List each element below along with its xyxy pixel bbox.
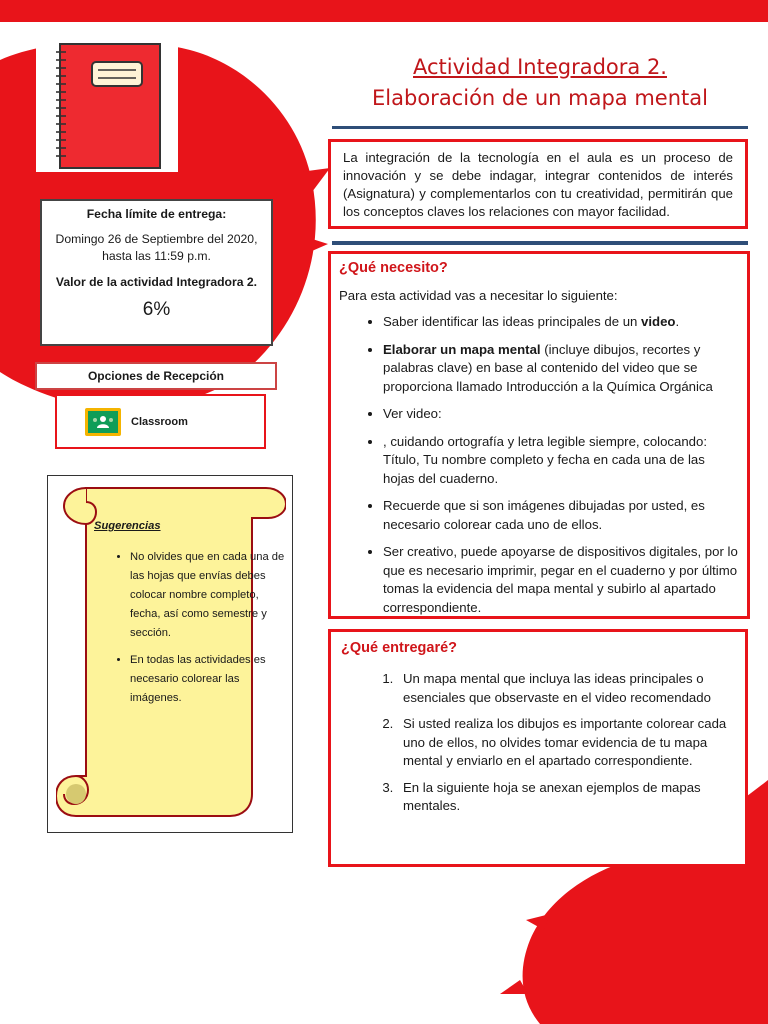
need-item: • Saber identificar las ideas principales de un video. [383,313,739,332]
need-box [328,251,750,619]
value-percent: 6% [142,299,171,320]
classroom-option[interactable] [55,394,266,449]
notebook-illustration [36,40,178,172]
suggestions-list [98,548,290,716]
need-heading: ¿Qué necesito? [339,260,448,276]
reception-heading: Opciones de Recepción [35,362,277,390]
intro-box: La integración de la tecnología en el aula es un proceso de innovación y se debe indagar, integrar contenidos de interés (Asignatura) y complementarlos con tu creatividad, permitirán que los conceptos claves los relaciones con mayor facilidad. [328,139,748,229]
need-item: • , cuidando ortografía y letra legible siempre, colocando: Título, Tu nombre completo y fecha en cada una de las hojas del cuaderno. [383,433,739,489]
suggestions-title: Sugerencias [94,520,161,532]
google-classroom-icon [85,408,121,436]
top-red-bar [0,0,768,22]
need-item: • Elaborar un mapa mental (incluye dibujos, recortes y palabras clave) en base al contenido del video que se proporciona llamado Introducción a la Química Orgánica [383,341,739,397]
deliver-item: 2. Si usted realiza los dibujos es importante colorear cada uno de ellos, no olvides tomar evidencia de tu mapa mental y enviarlo en el apartado correspondiente. [397,715,735,771]
deliver-item: 1. Un mapa mental que incluya las ideas principales o esenciales que observaste en el video recomendado [397,670,735,707]
classroom-label: Classroom [131,416,188,428]
value-label: Valor de la actividad Integradora 2. [55,275,258,289]
deadline-heading: Fecha límite de entrega: [86,207,227,221]
deadline-box [40,199,273,346]
deliver-list [341,670,735,816]
title-line-1: Actividad Integradora 2. [413,55,667,79]
need-lead: Para esta actividad vas a necesitar lo siguiente: [339,288,618,303]
notebook-icon [36,40,178,172]
title-line-2: Elaboración de un mapa mental [372,86,708,110]
page-title [330,52,750,114]
need-item: • Ser creativo, puede apoyarse de dispositivos digitales, por lo que es necesario imprimir, pegar en el cuaderno y por último tomas la evidencia del mapa mental y subirlo al apartado correspondiente. [383,543,739,617]
need-item: • Recuerde que si son imágenes dibujadas por usted, es necesario colorear cada uno de ellos. [383,497,739,534]
divider-line [332,241,748,245]
deliver-box [328,629,748,867]
deadline-date: Domingo 26 de Septiembre del 2020, hasta las 11:59 p.m. [55,232,258,263]
suggestion-item: • En todas las actividades es necesario colorear las imágenes. [130,651,290,708]
title-divider-line [332,126,748,129]
deliver-item: 3. En la siguiente hoja se anexan ejemplos de mapas mentales. [397,779,735,816]
need-list [339,313,739,617]
need-item: • Ver video: [383,405,739,424]
suggestion-item: • No olvides que en cada una de las hojas que envías debes colocar nombre completo, fecha, así como semestre y sección. [130,548,290,643]
deliver-heading: ¿Qué entregaré? [341,640,458,656]
